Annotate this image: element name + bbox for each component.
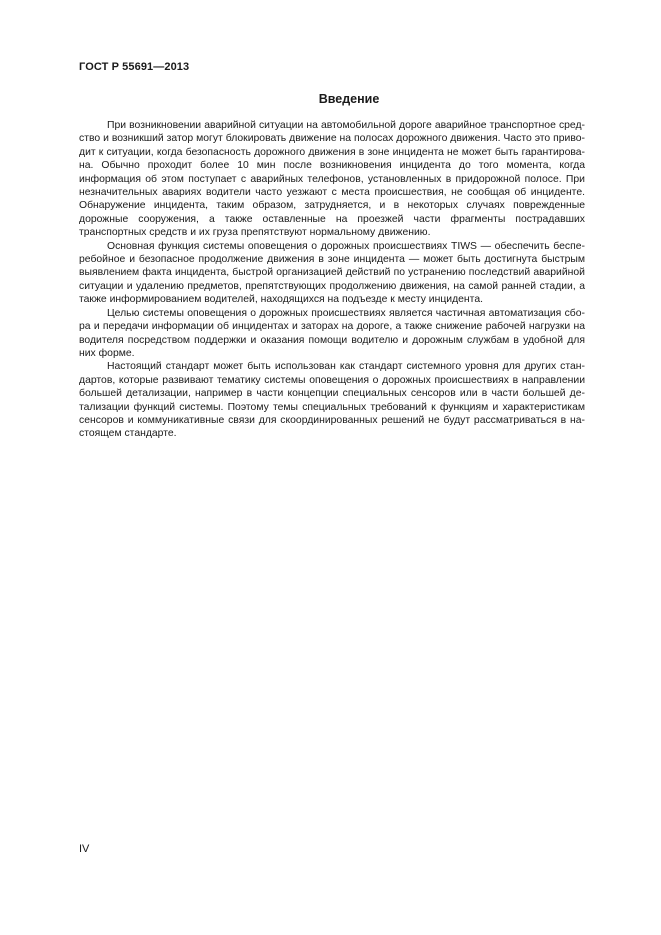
section-title: Введение (318, 92, 380, 106)
paragraph-4: Настоящий стандарт может быть использован как стандарт системного уровня для других стандартов, которые развивают тематику системы оповещения о дорожных происшествиях в направлении большей детализации, например в части концепции специальных сенсоров или в части большей детализации функций системы. Поэтому темы специальных требований к функциям и характеристикам сенсоров и коммуникативные связи для скоординированных решений не будут рассматриваться в настоящем стандарте. (79, 361, 585, 440)
paragraph-1: При возникновении аварийной ситуации на автомобильной дороге аварийное транспортное средство и возникший затор могут блокировать движение на полосах дорожного движения. Часто это приводит к ситуации, когда безопасность дорожного движения в зоне инцидента не может быть гарантирована. Обычно проходит более 10 мин после возникновения инцидента до того момента, когда информация об этом поступает с аварийных телефонов, установленных в придорожной полосе. При незначительных авариях водители часто уезжают с места происшествия, не сообщая об инциденте. Обнаружение инцидента, таким образом, затрудняется, и в некоторых случаях поврежденные дорожные сооружения, а также оставленные на проезжей части фрагменты пострадавших транспортных средств и их груза препятствуют нормальному движению. (79, 120, 585, 239)
body-text (79, 119, 585, 441)
document-header: ГОСТ Р 55691—2013 (79, 61, 190, 73)
paragraph-3: Целью системы оповещения о дорожных происшествиях является частичная автоматизация сбора и передачи информации об инцидентах и заторах на дороге, а также снижение рабочей нагрузки на водителя посредством поддержки и оказания помощи водителю и дорожным службам в удобной для них форме. (79, 307, 585, 359)
page-number: IV (79, 843, 90, 855)
paragraph-2: Основная функция системы оповещения о дорожных происшествиях TIWS — обеспечить бесперебойное и безопасное продолжение движения в зоне инцидента — может быть достигнута быстрым выявлением факта инцидента, быстрой организацией действий по устранению последствий аварийной ситуации и удалению предметов, препятствующих продолжению движения, на самой ранней стадии, а также информированием водителей, находящихся на подъезде к месту инцидента. (79, 240, 585, 306)
